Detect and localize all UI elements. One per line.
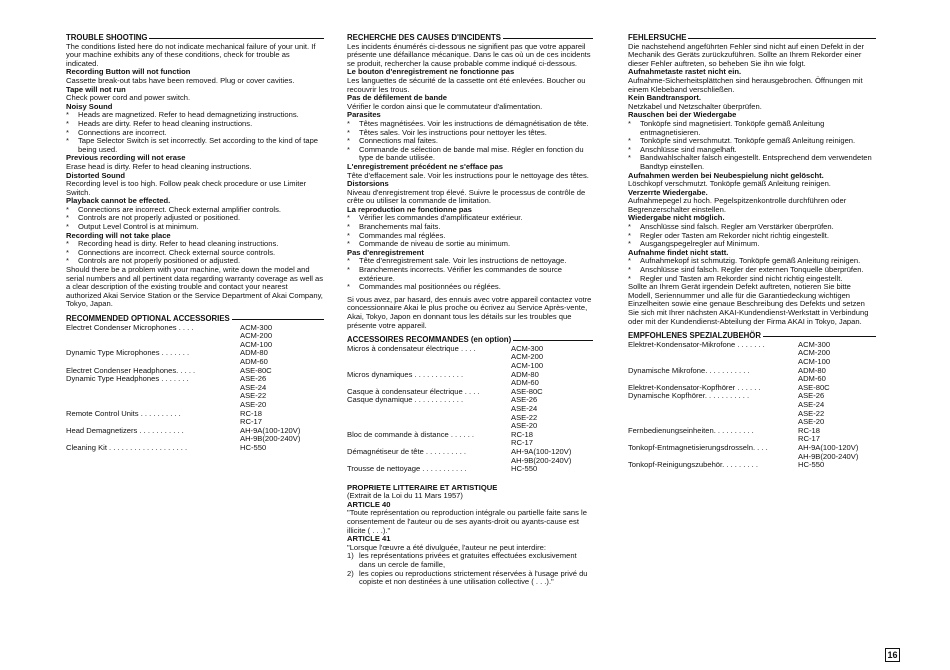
accessory-row: RC-17	[798, 434, 820, 444]
accessory-row: ACM-200	[798, 348, 831, 358]
text-recording-button: Cassette break-out tabs have been removed. Plug or cover cavities.	[66, 75, 295, 85]
accessory-row: ASE-24	[511, 403, 538, 413]
accessory-row: Electret Condenser Microphones . . . . ACM-300	[66, 322, 273, 332]
accessory-row: Dynamische Mikrofone. . . . . . . . . . . ADM-80	[628, 365, 826, 375]
list-item: * Tonköpfe sind verschmutzt. Tonköpfe gemäß Anleitung reinigen.	[628, 136, 856, 146]
accessory-row: Dynamische Kopfhörer. . . . . . . . . . . ASE-26	[628, 391, 825, 401]
accessory-row: Tonkopf-Entmagnetisierungsdrosseln. . . . AH-9A(100-120V)	[628, 442, 859, 452]
recherche-title: RECHERCHE DES CAUSES D'INCIDENTS	[347, 34, 593, 43]
list-item: * Tape Selector Switch is set incorrectly. Set according to the kind of tape being used.	[66, 136, 319, 154]
english-column	[66, 34, 324, 453]
outro-text: Sollte an Ihrem Gerät irgendein Defekt auftreten, notieren Sie bitte Modell, Seriennummer und alle für die Garantiedeckung wichtigen Einzelheiten sowie eine genaue Beschreibung des Defekts und setzen Sie sich mit Ihrer nächsten AKAI-Kundendienst-Werkstatt in Verbindung oder mit der Kundendienst-Abteilung der Firma AKAI in Tokyo, Japan.	[628, 282, 869, 326]
accessory-row: Démagnétiseur de tête . . . . . . . . . . AH-9A(100-120V)	[347, 446, 572, 456]
heading-recording-place: Aufnahme findet nicht statt.	[628, 247, 729, 257]
accessory-row: ASE-20	[511, 421, 538, 431]
accessory-row: ASE-22	[798, 408, 825, 418]
list-item: * Regler oder Tasten am Rekorder nicht richtig eingestellt.	[628, 230, 829, 240]
accessory-row: Dynamic Type Microphones . . . . . . . ADM-80	[66, 348, 268, 358]
list-item: * Commande de niveau de sortie au minimum.	[347, 239, 511, 249]
list-item: * Connections mal faites.	[347, 136, 438, 146]
list-item: * Heads are magnetized. Refer to head demagnetizing instructions.	[66, 110, 299, 120]
heading-playback: La reproduction ne fonctionne pas	[347, 204, 472, 214]
text-distorted: Niveau d'enregistrement trop élevé. Suivre le processus de contrôle de crête ou utiliser la commande de limitation.	[347, 187, 586, 206]
list-item: 2) les copies ou reproductions strictement réservées à l'usage privé du copiste et non destinées à une utilisation collective ( . . .)."	[347, 568, 588, 587]
heading-playback: Playback cannot be effected.	[66, 196, 171, 206]
heading-playback: Wiedergabe nicht möglich.	[628, 213, 725, 223]
accessory-row: Trousse de nettoyage . . . . . . . . . . . HC-550	[347, 464, 538, 474]
list-item: * Commandes mal positionnées ou réglées.	[347, 282, 501, 292]
heading-noisy: Noisy Sound	[66, 101, 113, 111]
accessories-title: EMPFOHLENES SPEZIALZUBEHÖR	[628, 332, 876, 341]
accessory-row: Elektret-Kondensator-Kopfhörer . . . . . . ASE-80C	[628, 382, 830, 392]
copyright-title: PROPRIETE LITTERAIRE ET ARTISTIQUE	[347, 482, 498, 492]
article-40-text: "Toute représentation ou reproduction intégrale ou partielle faite sans le consentement de l'auteur ou de ses ayants-droit ou ayants-cause est illicite ( . . .)."	[347, 508, 587, 535]
accessory-row: ACM-100	[511, 360, 544, 370]
accessory-row: Casque à condensateur électrique . . . . ASE-80C	[347, 386, 543, 396]
list-item: * Connections are incorrect.	[66, 127, 167, 137]
intro-text: The conditions listed here do not indicate mechanical failure of your unit. If your machine exhibits any of these conditions, check for trouble as indicated.	[66, 41, 316, 68]
fehlersuche-title: FEHLERSUCHE	[628, 34, 876, 43]
accessory-row: AH-9B(200-240V)	[511, 455, 572, 465]
heading-tape: Tape will not run	[66, 84, 126, 94]
accessory-row: RC-17	[240, 417, 262, 427]
text-previous-recording: Löschkopf verschmutzt. Tonköpfe gemäß Anleitung reinigen.	[628, 179, 831, 189]
heading-tape: Pas de défilement de bande	[347, 93, 448, 103]
accessory-row: Tonkopf-Reinigungszubehör. . . . . . . . . HC-550	[628, 460, 825, 470]
heading-tape: Kein Bandtransport.	[628, 93, 701, 103]
list-item: * Regler und Tasten am Rekorder sind nicht richtig eingestellt.	[628, 273, 843, 283]
heading-recording-button: Recording Button will not function	[66, 67, 191, 77]
accessory-row: Micros dynamiques . . . . . . . . . . . . ADM-80	[347, 369, 539, 379]
list-item: * Commande de sélection de bande mal mise. Régler en fonction du type de bande utilisée.	[347, 144, 584, 163]
list-item: * Connections are incorrect. Check external source controls.	[66, 247, 276, 257]
accessory-row: ASE-24	[240, 382, 267, 392]
accessory-row: ACM-100	[798, 356, 831, 366]
accessory-row: ASE-22	[240, 391, 267, 401]
text-previous-recording: Erase head is dirty. Refer to head cleaning instructions.	[66, 161, 252, 171]
list-item: * Controls are not properly positioned or adjusted.	[66, 256, 241, 266]
list-item: * Connections are incorrect. Check external amplifier controls.	[66, 204, 282, 214]
accessory-row: ADM-60	[511, 378, 539, 388]
accessory-row: ASE-22	[511, 412, 538, 422]
heading-recording-place: Recording will not take place	[66, 230, 171, 240]
text-tape: Vérifier le cordon ainsi que le commutateur d'alimentation.	[347, 101, 543, 111]
text-tape: Netzkabel und Netzschalter überprüfen.	[628, 101, 762, 111]
accessory-row: ACM-200	[240, 331, 273, 341]
list-item: * Anschlüsse sind falsch. Regler der externen Tonquelle überprüfen.	[628, 265, 864, 275]
article-41-heading: ARTICLE 41	[347, 534, 391, 544]
text-distorted: Aufnahmepegel zu hoch. Pegelspitzenkontrolle durchführen oder Begrenzerschalter einstellen.	[628, 196, 847, 214]
accessories-title: ACCESSOIRES RECOMMANDES (en option)	[347, 336, 593, 345]
heading-distorted: Distorted Sound	[66, 170, 126, 180]
list-item: * Branchements mal faits.	[347, 222, 441, 232]
heading-recording-place: Pas d'enregistrement	[347, 247, 424, 257]
accessory-row: Fernbedienungseinheiten. . . . . . . . . . RC-18	[628, 425, 820, 435]
accessory-row: Remote Control Units . . . . . . . . . . RC-18	[66, 408, 262, 418]
accessory-row: Dynamic Type Headphones . . . . . . . ASE-26	[66, 374, 267, 384]
accessories-title: RECOMMENDED OPTIONAL ACCESSORIES	[66, 315, 324, 324]
heading-distorted: Verzerrte Wiedergabe.	[628, 187, 708, 197]
accessory-row: Elektret-Kondensator-Mikrofone . . . . . . . ACM-300	[628, 339, 831, 349]
outro-text: Si vous avez, par hasard, des ennuis avec votre appareil contactez votre concessionnaire Akai le plus proche ou écrivez au Service Après-vente, Akai, Tokyo, Japon en donnant tous les détails sur les troubles que présente votre appareil.	[347, 294, 592, 330]
accessory-row: ASE-20	[240, 399, 267, 409]
accessory-row: Head Demagnetizers . . . . . . . . . . . AH-9A(100-120V)	[66, 425, 301, 435]
intro-text: Les incidents énumérés ci-dessous ne signifient pas que votre appareil présente une défaillance mécanique. Dans le cas où un de ces incidents se produit, rechercher la cause probable comme indiqué ci-dessous.	[347, 41, 591, 68]
heading-previous-recording: Aufnahmen werden bei Neubespielung nicht gelöscht.	[628, 170, 824, 180]
list-item: * Anschlüsse sind mangelhaft.	[628, 144, 737, 154]
heading-previous-recording: L'enregistrement précédent ne s'efface pas	[347, 161, 503, 171]
accessory-row: ASE-24	[798, 399, 825, 409]
list-item: * Bandwahlschalter falsch eingestellt. Entsprechend dem verwendeten Bandtyp einstellen.	[628, 153, 872, 171]
list-item: * Output Level Control is at minimum.	[66, 222, 199, 232]
list-item: * Recording head is dirty. Refer to head cleaning instructions.	[66, 239, 279, 249]
accessory-row: Bloc de commande à distance . . . . . . RC-18	[347, 429, 533, 439]
text-tape: Check power cord and power switch.	[66, 93, 191, 103]
accessory-row: Cleaning Kit . . . . . . . . . . . . . . . . . . . HC-550	[66, 442, 267, 452]
french-column	[347, 34, 593, 587]
list-item: * Tête d'enregistrement sale. Voir les instructions de nettoyage.	[347, 256, 567, 266]
text-recording-button: Aufnahme-Sicherheitsplättchen sind herausgebrochen. Öffnungen mit einem Klebeband verschließen.	[628, 75, 863, 94]
article-41-text: "Lorsque l'œuvre a été divulguée, l'auteur ne peut interdire:	[347, 542, 546, 552]
accessory-row: ACM-200	[511, 352, 544, 362]
heading-distorted: Distorsions	[347, 179, 389, 189]
list-item: * Controls are not properly adjusted or positioned.	[66, 213, 241, 223]
page-number: 16	[885, 648, 900, 662]
accessory-row: AH-9B(200-240V)	[798, 451, 859, 461]
text-recording-button: Les languettes de sécurité de la cassette ont été enlevées. Boucher ou recouvrir les trous.	[347, 75, 586, 94]
outro-text: Should there be a problem with your machine, write down the model and serial numbers and all pertinent data regarding warranty coverage as well as a clear description of the existing trouble and contact your nearest authorized Akai Service Station or the Service Department of Akai Company, Tokyo, Japan.	[66, 265, 324, 309]
list-item: * Aufnahmekopf ist schmutzig. Tonköpfe gemäß Anleitung reinigen.	[628, 256, 861, 266]
heading-previous-recording: Previous recording will not erase	[66, 153, 186, 163]
german-column	[628, 34, 876, 470]
list-item: * Heads are dirty. Refer to head cleaning instructions.	[66, 118, 253, 128]
list-item: * Branchements incorrects. Vérifier les commandes de source extérieure.	[347, 265, 563, 283]
heading-noisy: Rauschen bei der Wiedergabe	[628, 110, 737, 120]
heading-recording-button: Aufnahmetaste rastet nicht ein.	[628, 67, 742, 77]
accessory-row: Micros à condensateur électrique . . . . ACM-300	[347, 343, 544, 353]
list-item: * Tonköpfe sind magnetisiert. Tonköpfe gemäß Anleitung entmagnetisieren.	[628, 118, 825, 137]
list-item: * Anschlüsse sind falsch. Regler am Verstärker überprüfen.	[628, 222, 834, 232]
copyright-subtitle: (Extrait de la Loi du 11 Mars 1957)	[347, 491, 463, 501]
list-item: * Ausgangspegelregler auf Minimum.	[628, 239, 760, 249]
heading-recording-button: Le bouton d'enregistrement ne fonctionne pas	[347, 67, 515, 77]
list-item: * Commandes mal réglées.	[347, 230, 446, 240]
heading-parasites: Parasites	[347, 110, 381, 120]
list-item: 1) les représentations privées et gratuites effectuées exclusivement dans un cercle de famille,	[347, 551, 577, 570]
accessory-row: AH-9B(200-240V)	[240, 434, 301, 444]
list-item: * Vérifier les commandes d'amplificateur extérieur.	[347, 213, 523, 223]
accessory-row: ASE-20	[798, 417, 825, 427]
accessory-row: Electret Condenser Headphones. . . . . ASE-80C	[66, 365, 272, 375]
text-distorted: Recording level is too high. Follow peak check procedure or use Limiter Switch.	[66, 179, 307, 197]
list-item: * Têtes sales. Voir les instructions pour nettoyer les têtes.	[347, 127, 547, 137]
accessory-row: ACM-100	[240, 339, 273, 349]
accessory-row: ADM-60	[798, 374, 826, 384]
intro-text: Die nachstehend angeführten Fehler sind nicht auf einen Defekt in der Mechanik des Geräts zurückzuführen. Sollte an Ihrem Rekorder einer dieser Fehler auftreten, so beheben Sie ihn wie folgt.	[628, 41, 864, 68]
trouble-shooting-title: TROUBLE SHOOTING	[66, 34, 324, 43]
list-item: * Têtes magnétisées. Voir les instructions de démagnétisation de tête.	[347, 118, 589, 128]
article-40-heading: ARTICLE 40	[347, 499, 391, 509]
text-previous-recording: Tête d'effacement sale. Voir les instructions pour le nettoyage des têtes.	[347, 170, 589, 180]
accessory-row: RC-17	[511, 438, 533, 448]
accessory-row: ADM-60	[240, 356, 268, 366]
accessory-row: Casque dynamique . . . . . . . . . . . . ASE-26	[347, 395, 538, 405]
